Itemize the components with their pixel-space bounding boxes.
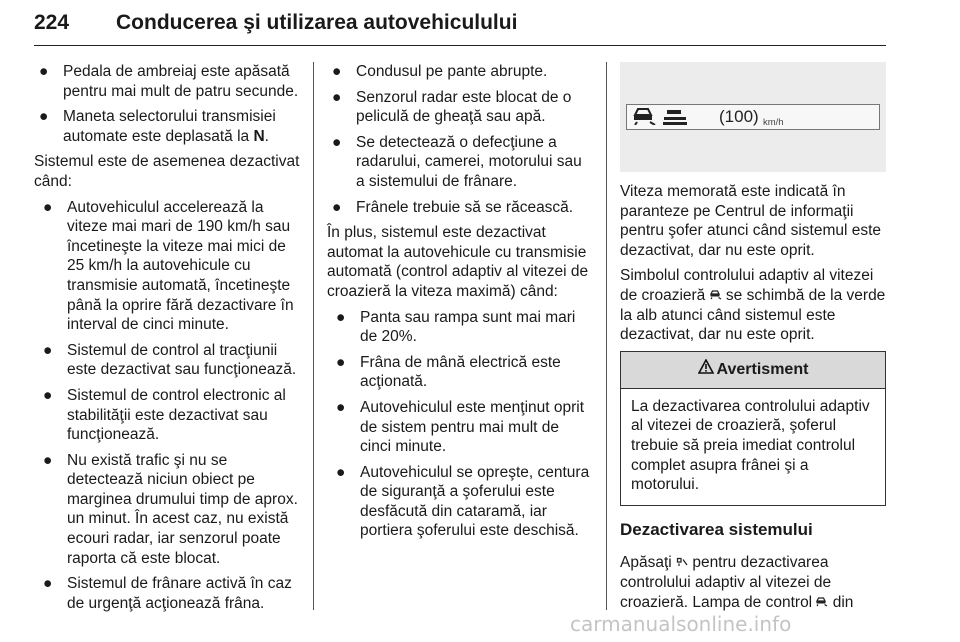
paragraph: Sistemul este de asemenea dezactivat când: <box>34 153 300 190</box>
speed-unit: km/h <box>763 117 784 128</box>
paragraph: Viteza memorată este indicată în paranteze pe Centrul de informaţii pentru şofer atunci când sistemul este dezactivat, dar nu este oprit. <box>620 183 882 259</box>
paragraph: Simbolul controlului adaptiv al vitezei de croazieră se schimbă de la verde la alb atunci când sistemul este dezactivat, dar nu este oprit. <box>620 267 886 344</box>
acc-car-icon <box>633 107 657 130</box>
column-3 <box>620 62 886 618</box>
section-title: Dezactivarea sistemului <box>620 519 813 539</box>
list-item: ● Frânele trebuie să se răcească. <box>332 198 574 216</box>
bullet-list <box>327 308 593 542</box>
bullet-list-top <box>327 62 593 217</box>
bullet-list <box>34 198 300 614</box>
list-item: ● Pedala de ambreiaj este apăsată pentru mai mult de patru secunde. <box>39 63 299 100</box>
warning-header <box>621 352 885 389</box>
list-item: ● Autovehiculul se opreşte, centura de siguranţă a şoferului este desfăcută din cataramă, iar portiera şoferului este deschisă. <box>336 463 590 540</box>
page-number: 224 <box>34 11 70 34</box>
list-item: ● Senzorul radar este blocat de o peliculă de gheaţă sau apă. <box>332 88 572 126</box>
list-item: ● Panta sau rampa sunt mai mari de 20%. <box>336 308 576 346</box>
acc-car-icon <box>816 594 828 611</box>
page-header <box>34 0 886 46</box>
list-item: ● Condusul pe pante abrupte. <box>332 63 548 80</box>
gear-n-label: N <box>253 127 265 145</box>
column-divider-1 <box>313 62 314 610</box>
column-divider-2 <box>606 62 607 610</box>
header-rule <box>34 45 886 46</box>
warning-triangle-icon <box>698 359 714 380</box>
list-item: ● Maneta selectorului transmisiei automate este deplasată la N. <box>39 108 276 145</box>
list-item: ● Se detectează o defecţiune a radarului, camerei, motorului sau a sistemului de frânare. <box>332 133 582 190</box>
warning-box <box>620 351 886 506</box>
display-panel <box>626 104 880 130</box>
list-item: ● Autovehiculul este menţinut oprit de sistem pentru mai mult de cinci minute. <box>336 398 585 456</box>
bullet-list-top <box>34 62 300 146</box>
column-2 <box>327 62 593 547</box>
memorized-speed: (100) <box>719 107 759 126</box>
list-item: ● Sistemul de control al tracţiunii este dezactivat sau funcţionează. <box>43 341 297 379</box>
list-item: ● Nu există trafic şi nu se detectează niciun obiect pe marginea drumului timp de aprox. un minut. În acest caz, nu există ecouri radar, iar senzorul poate raporta că este blocat. <box>43 451 298 567</box>
following-distance-icon <box>663 107 687 130</box>
acc-car-icon <box>710 287 722 304</box>
watermark: carmanualsonline.info <box>570 612 792 636</box>
driver-info-display-image <box>620 62 886 172</box>
list-item: ● Frâna de mână electrică este acţionată. <box>336 353 561 391</box>
list-item: ● Sistemul de control electronic al stabilităţii este dezactivat sau funcţionează. <box>43 386 286 444</box>
column-1 <box>34 62 300 619</box>
warning-text: La dezactivarea controlului adaptiv al vitezei de croazieră, şoferul trebuie să preia imediat controlul complet asupra frânei şi a motorului. <box>631 397 870 494</box>
list-item: ● Autovehiculul accelerează la viteze mai mari de 190 km/h sau încetineşte la viteze mai mici de 25 km/h la autovehicule cu transmisie automată, încetineşte până la oprire fără dezactivare în interval de cinci minute. <box>43 198 294 334</box>
acc-switch-icon <box>676 554 688 571</box>
warning-title: Avertisment <box>716 360 809 378</box>
paragraph: În plus, sistemul este dezactivat automat la autovehicule cu transmisie automată (control adaptiv al vitezei de croazieră la viteza maximă) când: <box>327 224 589 300</box>
list-item: ● Sistemul de frânare activă în caz de urgenţă acţionează frâna. <box>43 575 292 612</box>
paragraph: Apăsaţi pentru dezactivarea controlului adaptiv al vitezei de croazieră. Lampa de control din <box>620 554 854 611</box>
chapter-title: Conducerea şi utilizarea autovehiculului <box>116 11 518 34</box>
